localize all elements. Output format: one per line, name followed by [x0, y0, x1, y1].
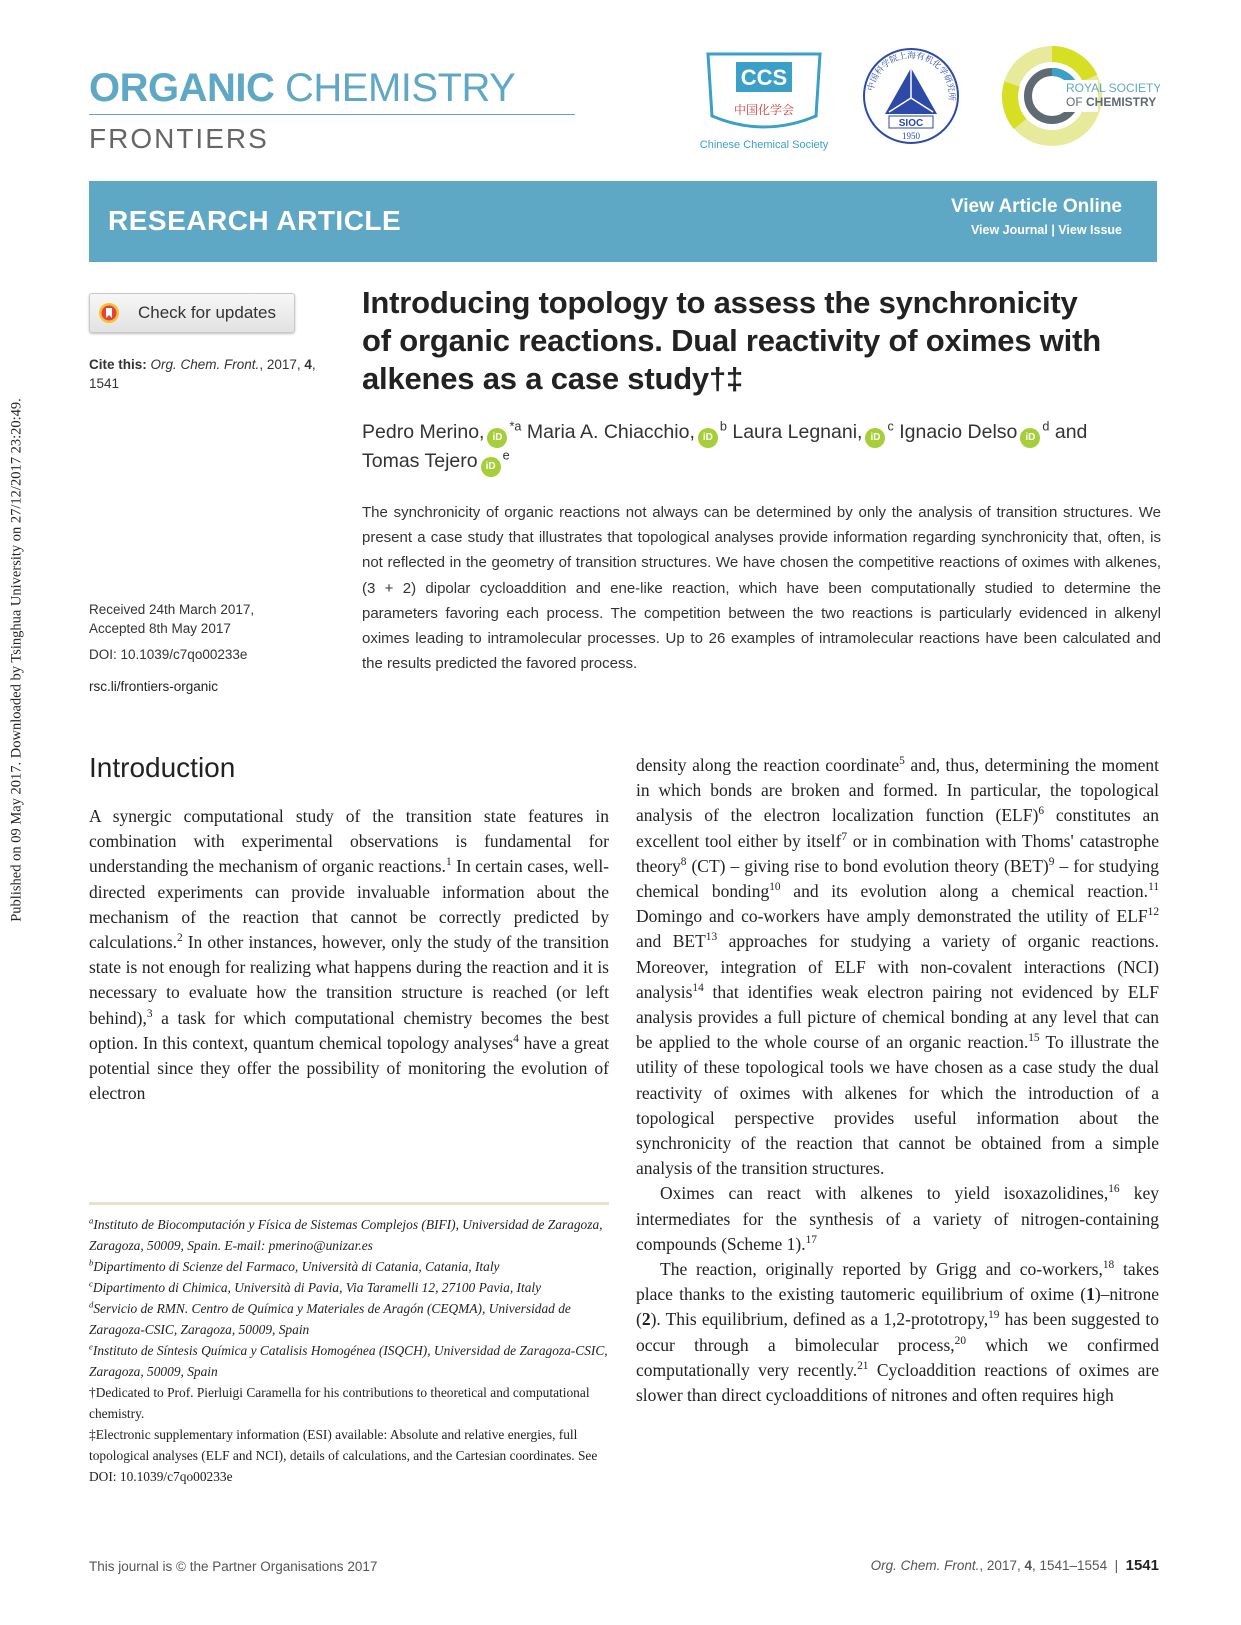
cite-this	[89, 355, 349, 393]
footnote: †Dedicated to Prof. Pierluigi Caramella for his contributions to theoretical and computational chemistry.	[89, 1385, 590, 1421]
citation-ref[interactable]: 18	[1102, 1259, 1115, 1272]
svg-text:OF CHEMISTRY	[1066, 95, 1156, 109]
journal-subtitle: FRONTIERS	[89, 123, 269, 154]
check-for-updates-label: Check for updates	[138, 303, 276, 322]
citation-ref[interactable]: 9	[1048, 855, 1055, 868]
article-title-line-1: Introducing topology to assess the synchronicity	[362, 285, 1078, 320]
footnote: ‡Electronic supplementary information (ESI) available: Absolute and relative energies, full topological analyses (ELF and NCI), details of calculations, and the Cartesian coordinates. See DOI: 10.1039/c7qo00233e	[89, 1427, 598, 1484]
citation-ref[interactable]: 12	[1147, 906, 1159, 919]
citation-ref[interactable]: 14	[692, 982, 704, 994]
citation-ref[interactable]: 3	[146, 1007, 153, 1020]
sioc-ring-text: 中国科学院上海有机化学研究所	[866, 50, 957, 101]
citation-ref[interactable]: 19	[988, 1309, 1000, 1322]
sioc-logo	[861, 46, 961, 146]
footer-year: , 2017,	[979, 1558, 1021, 1573]
author-name[interactable]: Maria A. Chiacchio,	[526, 421, 695, 443]
download-note-text: Published on 09 May 2017. Downloaded by Tsinghua University on 27/12/2017 23:20:49.	[8, 398, 25, 922]
doi: DOI: 10.1039/c7qo00233e	[89, 647, 248, 662]
cite-label: Cite this:	[89, 357, 147, 372]
page-number: 1541	[1125, 1557, 1159, 1574]
compound-ref: 1	[1086, 1284, 1095, 1305]
citation-ref[interactable]: 16	[1108, 1183, 1120, 1196]
cite-year: , 2017,	[259, 357, 301, 372]
citation-ref[interactable]: 15	[1028, 1032, 1040, 1045]
ccs-logo-caption: Chinese Chemical Society	[699, 139, 829, 151]
check-for-updates-button[interactable]	[89, 293, 295, 333]
journal-title-bold: ORGANIC	[89, 66, 275, 110]
footnote: $^d$Servicio de RMN. Centro de Química y Materiales de Aragón (CEQMA), Universidad de Zaragoza-CSIC, Zaragoza, 50009, Spain	[89, 1299, 571, 1337]
footer-journal: Org. Chem. Front.	[870, 1558, 980, 1573]
citation-ref[interactable]: 5	[899, 755, 905, 768]
author-affiliation: b	[719, 419, 727, 434]
paragraph: The reaction, originally reported by Grigg and co-workers,$^{18}$ takes place thanks to the existing tautomeric equilibrium of oxime (1)–nitrone (2). This equilibrium, defined as a 1,2-prototropy,$^{19}$ has been suggested to occur through a bimolecular process,$^{20}$ which we confirmed computationally very recently.$^{21}$ Cycloaddition reactions of oximes are slower than direct cycloadditions of nitrones and often requires high	[636, 1259, 1160, 1406]
sioc-logo-text: SIOC	[898, 118, 924, 129]
citation-ref[interactable]: 21	[857, 1360, 869, 1373]
orcid-icon[interactable]: iD	[1020, 428, 1040, 448]
author-name[interactable]: Tomas Tejero	[362, 450, 478, 472]
cite-journal: Org. Chem. Front.	[150, 357, 260, 372]
author-affiliation: c	[887, 419, 894, 434]
orcid-icon[interactable]: iD	[698, 428, 718, 448]
article-type-banner	[89, 181, 1157, 262]
footnote: $^a$Instituto de Biocomputación y Física de Sistemas Complejos (BIFI), Universidad de Zaragoza, Zaragoza, 50009, Spain. E-mail: pmerino@unizar.es	[89, 1215, 603, 1253]
accepted-date: Accepted 8th May 2017	[89, 621, 231, 636]
citation-ref[interactable]: 17	[805, 1234, 817, 1247]
rsc-line1: ROYAL SOCIETY	[1066, 81, 1160, 95]
bookmark-icon	[98, 302, 120, 324]
received-date: Received 24th March 2017,	[89, 602, 255, 617]
journal-title-rule	[89, 114, 575, 115]
footnote: $^e$Instituto de Síntesis Química y Catalisis Homogénea (ISQCH), Universidad de Zaragoza-CSIC, Zaragoza, 50009, Spain	[89, 1341, 608, 1379]
ccs-logo	[694, 44, 834, 154]
view-journal-link[interactable]: View Journal	[970, 223, 1048, 237]
citation-ref[interactable]: 13	[705, 931, 718, 944]
footer-separator: |	[1114, 1558, 1119, 1573]
orcid-icon[interactable]: iD	[487, 428, 507, 448]
footer-pages: , 1541–1554	[1032, 1558, 1108, 1573]
citation-ref[interactable]: 8	[680, 855, 687, 868]
svg-text:CCS: CCS	[740, 65, 788, 90]
orcid-icon[interactable]: iD	[865, 428, 885, 448]
orcid-icon[interactable]: iD	[481, 457, 501, 477]
sioc-logo-year: 1950	[902, 131, 920, 141]
footnote: $^c$Dipartimento di Chimica, Università di Pavia, Via Taramelli 12, 27100 Pavia, Italy	[89, 1278, 542, 1295]
citation-ref[interactable]: 4	[513, 1033, 519, 1045]
banner-link-separator: |	[1051, 223, 1055, 237]
citation-ref[interactable]: 20	[954, 1334, 967, 1347]
article-title	[362, 284, 1162, 398]
received-dates	[89, 600, 349, 638]
rsc-logo	[1000, 44, 1160, 148]
download-note	[2, 360, 32, 960]
citation-ref[interactable]: 11	[1148, 881, 1159, 894]
article-type: RESEARCH ARTICLE	[108, 205, 402, 236]
article-title-line-2: of organic reactions. Dual reactivity of oximes with	[362, 323, 1101, 358]
view-issue-link[interactable]: View Issue	[1058, 223, 1122, 237]
ccs-logo-text: 中国化学会	[733, 103, 795, 117]
view-article-online-link[interactable]: View Article Online	[950, 196, 1122, 217]
paragraph: density along the reaction coordinate$^5$ and, thus, determining the moment in which bonds are broken and formed. In particular, the topological analysis of the electron localization function (ELF)$^6$ constitutes an excellent tool either by itself$^7$ or in combination with Thoms' catastrophe theory$^8$ (CT) – giving rise to bond evolution theory (BET)$^9$ – for studying chemical bonding$^{10}$ and its evolution along a chemical reaction.$^{11}$ Domingo and co-workers have amply demonstrated the utility of ELF$^{12}$ and BET$^{13}$ approaches for studying a variety of organic reactions. Moreover, integration of ELF with non-covalent interactions (NCI) analysis$^{14}$ that identifies weak electron pairing not evidenced by ELF analysis provides a full picture of chemical bonding at any level that can be applied to the whole course of an organic reaction.$^{15}$ To illustrate the utility of these topological tools we have chosen as a case study the dual reactivity of oximes with alkenes for which the introduction of a topological perspective provides useful information about the synchronicity of the reaction that cannot be obtained from a simple analysis of the transition structures.	[636, 755, 1160, 1179]
banner-links	[951, 195, 1122, 241]
citation-ref[interactable]: 7	[841, 830, 848, 843]
compound-ref: 2	[641, 1309, 651, 1330]
paragraph: A synergic computational study of the transition state features in combination with experimental observations is fundamental for understanding the mechanism of organic reactions.$^1$ In certain cases, well-directed experiments can provide invaluable information about the mechanism of the reaction that cannot be correctly predicted by calculations.$^2$ In other instances, however, only the study of the transition state is not enough for realizing what happens during the reaction and it is necessary to evaluate how the transition structure is reached (or left behind),$^3$ a task for which computational chemistry becomes the best option. In this context, quantum chemical topology analyses$^4$ have a great potential since they offer the possibility of monitoring the evolution of electron	[89, 806, 610, 1104]
footnotes	[89, 1214, 609, 1487]
footer-copyright: This journal is © the Partner Organisations 2017	[89, 1559, 378, 1574]
footnote-divider	[89, 1202, 609, 1205]
journal-title-light: CHEMISTRY	[285, 66, 516, 110]
article-title-line-3: alkenes as a case study†‡	[362, 361, 744, 396]
author-affiliation: *a	[509, 419, 522, 434]
rsc-of: OF	[1066, 95, 1083, 109]
rsc-line2: CHEMISTRY	[1086, 95, 1157, 109]
author-list	[362, 419, 1162, 477]
footer-volume: 4	[1024, 1558, 1032, 1573]
section-heading-introduction: Introduction	[89, 752, 236, 783]
citation-ref[interactable]: 6	[1038, 805, 1044, 818]
citation-ref[interactable]: 1	[445, 856, 452, 869]
author-conjunction: and	[1054, 421, 1088, 443]
cite-pages: , 1541	[89, 357, 316, 391]
body-column-right	[636, 753, 1159, 1408]
footnote: $^b$Dipartimento di Scienze del Farmaco, Università di Catania, Catania, Italy	[89, 1257, 500, 1274]
author-name[interactable]: Pedro Merino,	[362, 421, 485, 443]
abstract: The synchronicity of organic reactions not always can be determined by only the analysis of transition structures. We present a case study that illustrates that topological analyses provide information regarding synchronicity that, often, is not reflected in the geometry of transition structures. We have chosen the competitive reactions of oximes with alkenes, (3 + 2) dipolar cycloaddition and ene-like reaction, which have been computationally studied to determine the parameters favoring each process. The competition between the two reactions is particularly evidenced in alkenyl oximes leading to intramolecular processes. Up to 26 examples of intramolecular reactions have been calculated and the results predicted the favored process.	[362, 504, 1161, 673]
journal-link[interactable]: rsc.li/frontiers-organic	[89, 679, 219, 694]
cite-volume: 4	[304, 357, 312, 372]
paragraph: Oximes can react with alkenes to yield isoxazolidines,$^{16}$ key intermediates for the synthesis of a variety of nitrogen-containing compounds (Scheme 1).$^{17}$	[636, 1183, 1159, 1254]
author-name[interactable]: Ignacio Delso	[899, 421, 1018, 443]
author-affiliation: e	[502, 448, 510, 463]
journal-title	[89, 66, 515, 110]
author-name[interactable]: Laura Legnani,	[732, 421, 863, 443]
citation-ref[interactable]: 2	[176, 932, 183, 945]
citation-ref[interactable]: 10	[769, 881, 781, 894]
footer-citation	[871, 1557, 1159, 1574]
author-affiliation: d	[1042, 419, 1050, 434]
body-column-left	[89, 804, 609, 1106]
